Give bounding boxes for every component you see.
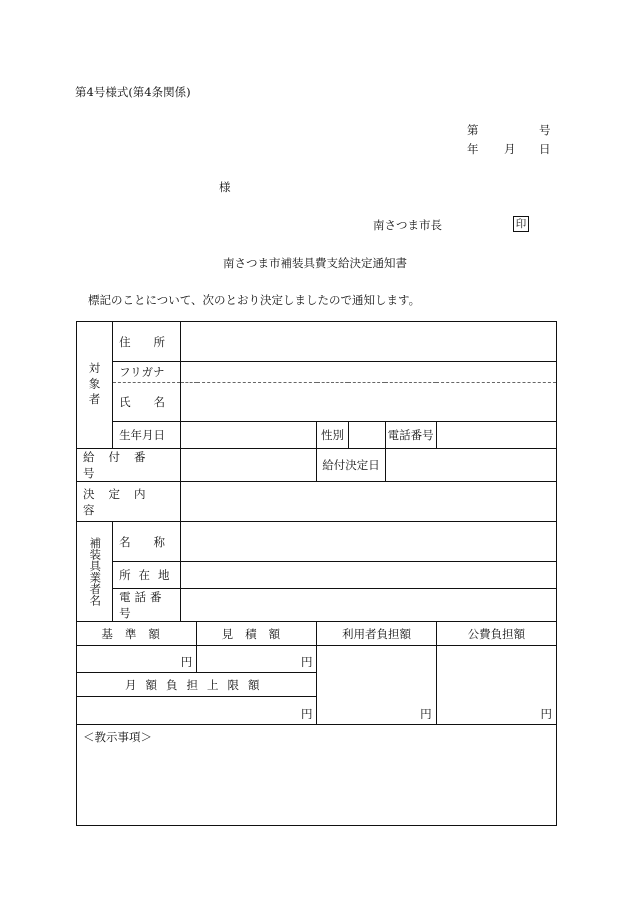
furigana-value[interactable] <box>181 362 557 383</box>
vendor-phone-label: 電話番号 <box>113 589 181 622</box>
form-id: 第4号様式(第4条関係) <box>75 85 191 99</box>
vendor-location-label: 所在地 <box>113 562 181 589</box>
furigana-label: フリガナ <box>113 362 181 383</box>
monthly-limit-value[interactable]: 円 <box>77 697 317 725</box>
issuer: 南さつま市長 <box>373 218 442 232</box>
date-year: 年 <box>467 142 479 156</box>
vendor-phone-value[interactable] <box>181 589 557 622</box>
vendor-name-label: 名 称 <box>113 522 181 562</box>
seal-icon: 印 <box>513 216 529 232</box>
vendor-location-value[interactable] <box>181 562 557 589</box>
benefit-date-value[interactable] <box>385 449 556 482</box>
name-label: 氏 名 <box>113 383 181 422</box>
doc-title: 南さつま市補装具費支給決定通知書 <box>223 256 407 270</box>
estimate-amount-value[interactable]: 円 <box>197 646 317 673</box>
notes-heading: ＜教示事項＞ <box>83 730 152 744</box>
standard-amount-label: 基準額 <box>77 622 197 646</box>
birthdate-label: 生年月日 <box>113 422 181 449</box>
gender-value[interactable] <box>348 422 385 449</box>
gender-label: 性別 <box>317 422 348 449</box>
date-month: 月 <box>504 142 516 156</box>
notes-section <box>77 725 557 826</box>
user-burden-label: 利用者負担額 <box>317 622 436 646</box>
public-burden-value[interactable]: 円 <box>436 646 556 725</box>
name-value[interactable] <box>181 383 557 422</box>
phone-label: 電話番号 <box>385 422 436 449</box>
public-burden-label: 公費負担額 <box>436 622 556 646</box>
user-burden-value[interactable]: 円 <box>317 646 436 725</box>
target-group-label: 対象者 <box>77 322 113 449</box>
decision-form-table <box>76 321 557 826</box>
intro-text: 標記のことについて、次のとおり決定しましたので通知します。 <box>88 293 421 307</box>
decision-label: 決定内容 <box>77 482 181 522</box>
benefit-number-value[interactable] <box>181 449 317 482</box>
number-suffix: 号 <box>539 123 551 137</box>
number-prefix: 第 <box>467 123 479 137</box>
date-day: 日 <box>539 142 551 156</box>
estimate-amount-label: 見積額 <box>197 622 317 646</box>
benefit-date-label: 給付決定日 <box>317 449 385 482</box>
vendor-group-label: 補装具業者名 <box>77 522 113 622</box>
phone-value[interactable] <box>436 422 556 449</box>
benefit-number-label: 給付番号 <box>77 449 181 482</box>
address-label: 住 所 <box>113 322 181 362</box>
vendor-name-value[interactable] <box>181 522 557 562</box>
addressee-suffix: 様 <box>219 180 231 194</box>
standard-amount-value[interactable]: 円 <box>77 646 197 673</box>
monthly-limit-label: 月額負担上限額 <box>77 673 317 697</box>
address-value[interactable] <box>181 322 557 362</box>
decision-value[interactable] <box>181 482 557 522</box>
birthdate-value[interactable] <box>181 422 317 449</box>
